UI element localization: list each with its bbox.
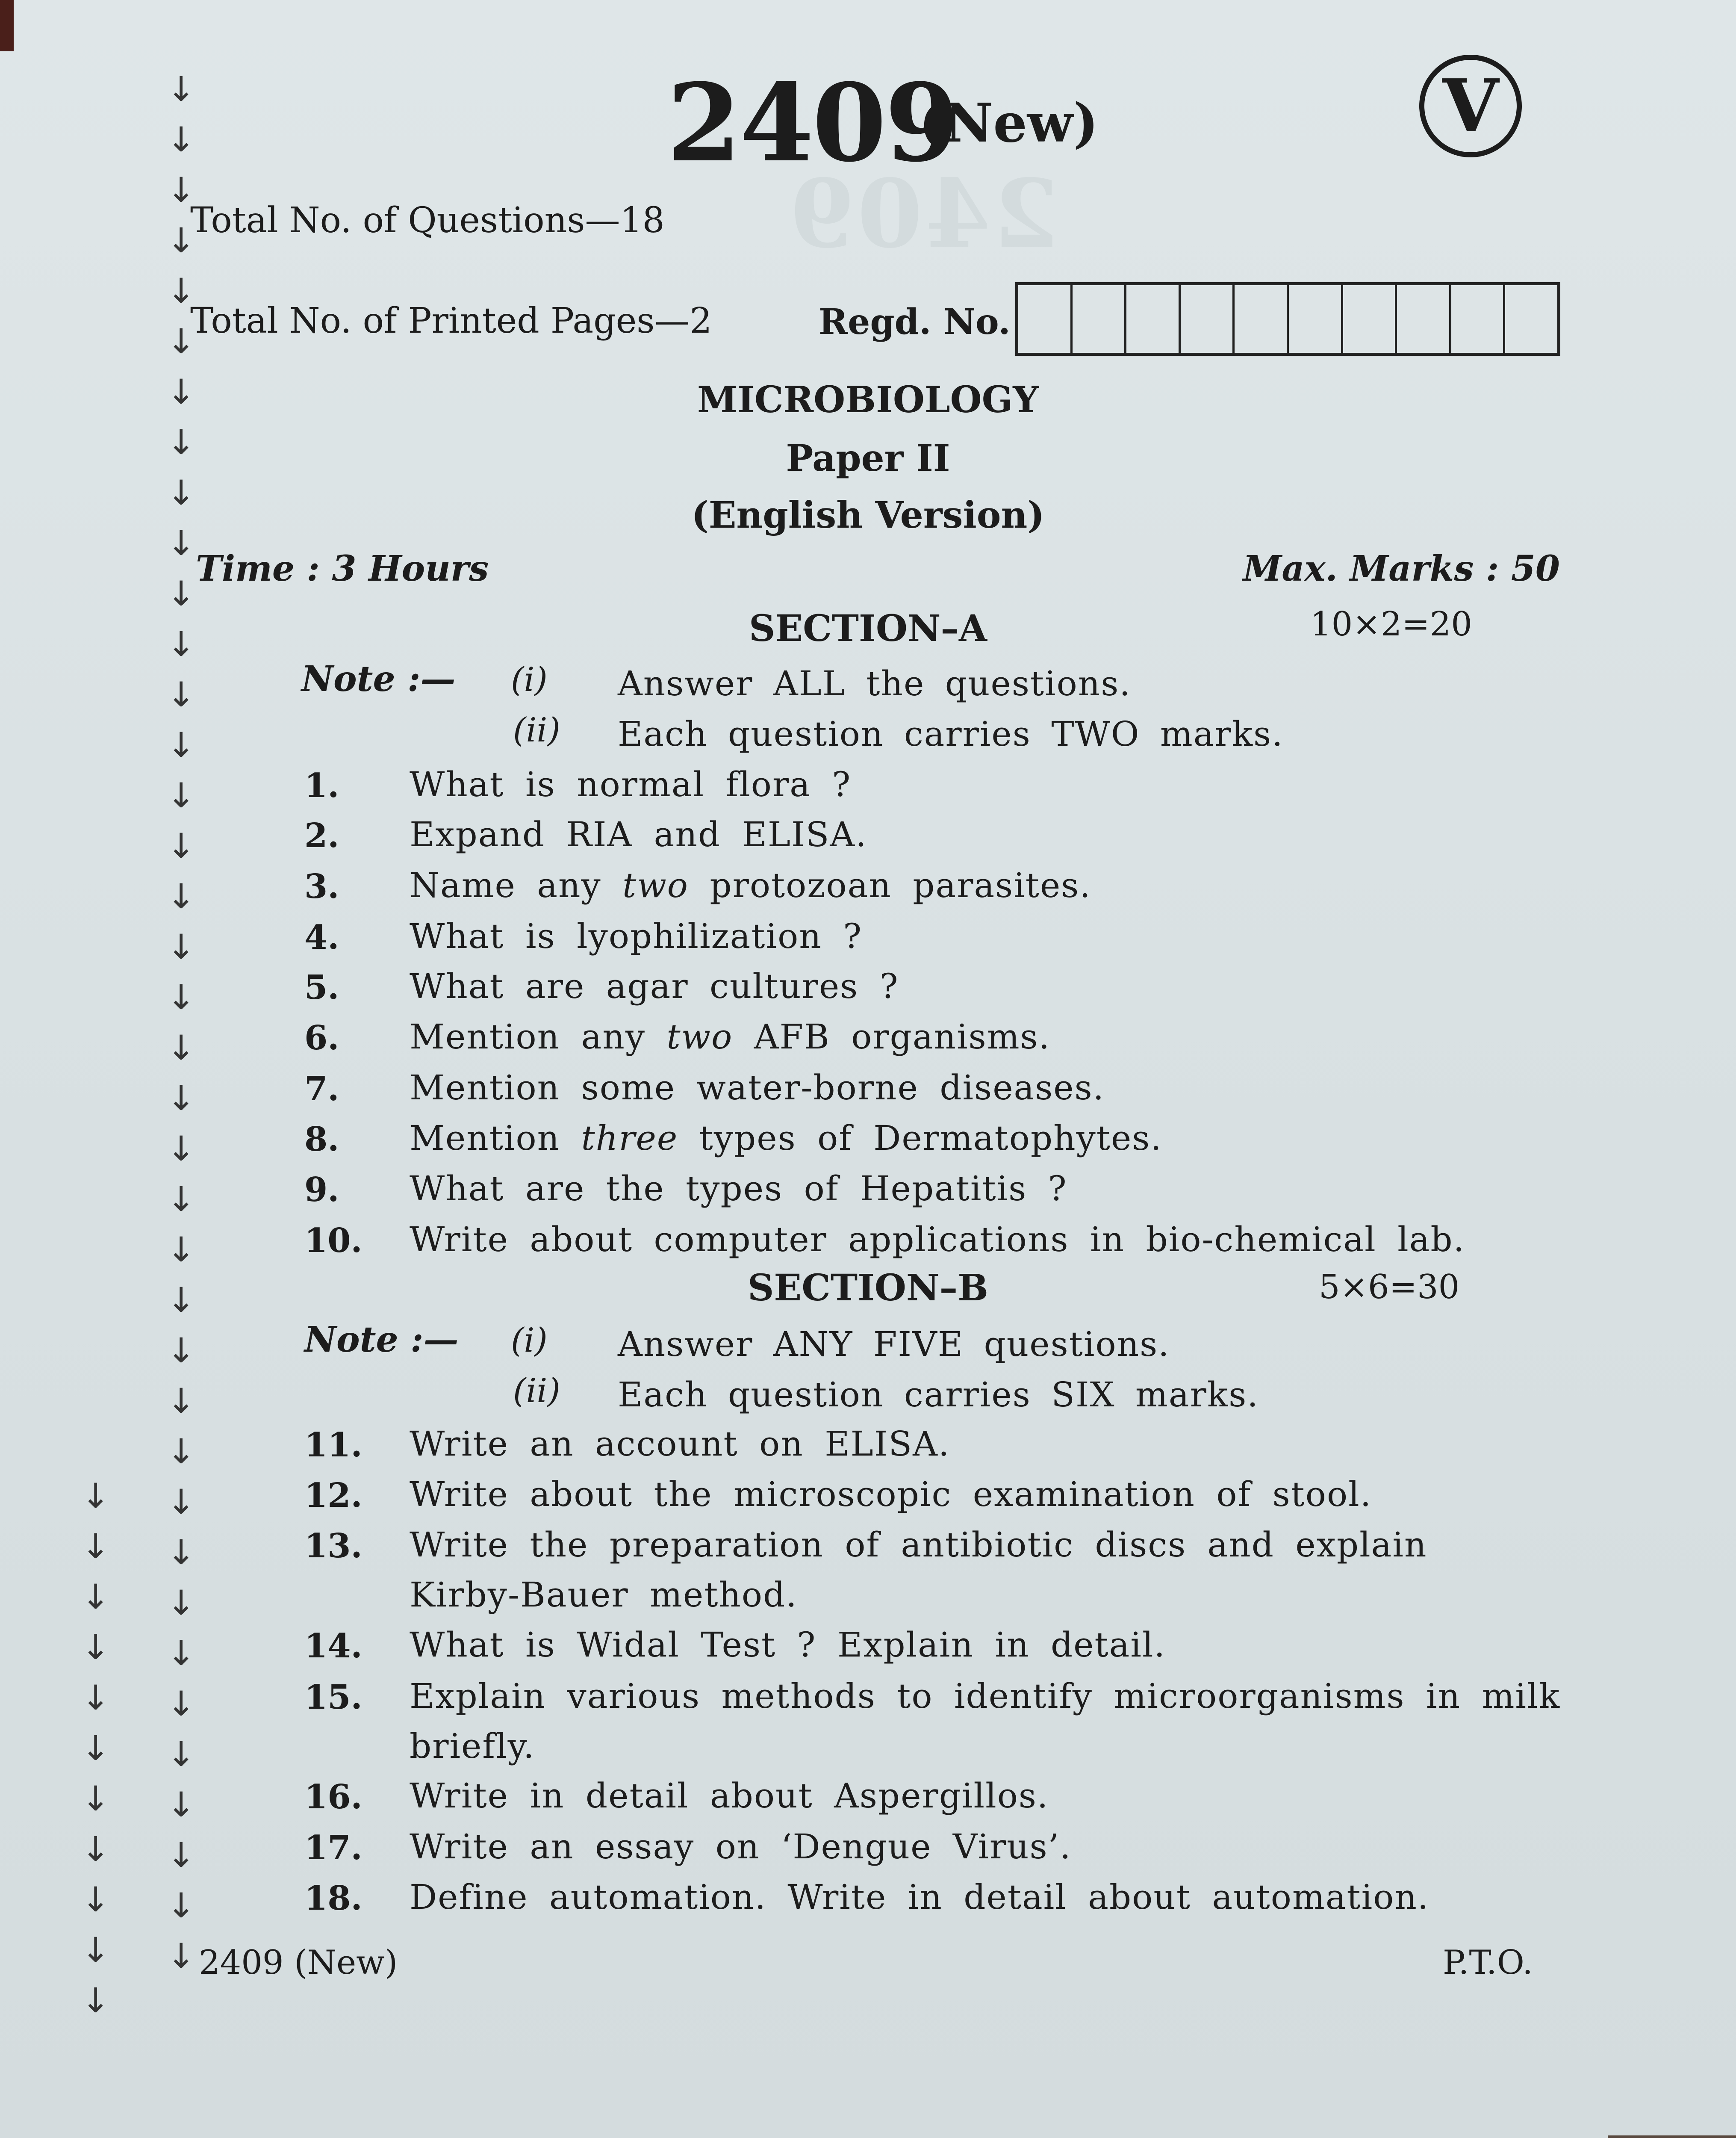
- regd-no-cell[interactable]: [1451, 285, 1506, 353]
- scan-edge-top-left: [0, 0, 14, 51]
- margin-arrow-icon: ↓: [167, 877, 196, 916]
- margin-arrow-icon: ↓: [167, 69, 196, 109]
- margin-arrow-icon: ↓: [167, 120, 196, 159]
- question-number: 6.: [304, 1019, 339, 1057]
- margin-arrow-icon: ↓: [167, 1432, 196, 1471]
- margin-arrow-icon: ↓: [167, 1129, 196, 1169]
- question-number: 9.: [304, 1170, 339, 1209]
- regd-no-label: Regd. No.: [819, 301, 1011, 343]
- regd-no-cell[interactable]: [1235, 285, 1289, 353]
- question-number: 18.: [304, 1879, 363, 1918]
- question-text: Kirby-Bauer method.: [410, 1575, 798, 1615]
- section-b-note-1: Answer ANY FIVE questions.: [618, 1324, 1170, 1364]
- margin-arrow-icon: ↓: [81, 1527, 110, 1566]
- question-text: Define automation. Write in detail about automation.: [410, 1877, 1429, 1917]
- margin-arrow-icon: ↓: [167, 372, 196, 412]
- section-a-note-label: Note :—: [301, 659, 456, 700]
- margin-arrow-icon: ↓: [167, 422, 196, 462]
- max-marks: Max. Marks : 50: [1243, 548, 1560, 589]
- question-number: 7.: [304, 1069, 339, 1108]
- section-b-note-2: Each question carries SIX marks.: [618, 1375, 1259, 1415]
- margin-arrow-icon: ↓: [167, 221, 196, 260]
- margin-arrow-icon: ↓: [167, 624, 196, 664]
- question-number: 2.: [304, 816, 339, 855]
- margin-arrow-icon: ↓: [81, 1981, 110, 2020]
- question-number: 10.: [304, 1221, 363, 1260]
- regd-no-boxes[interactable]: [1015, 282, 1560, 356]
- margin-arrow-icon: ↓: [167, 1179, 196, 1219]
- question-text: What is normal flora ?: [410, 765, 852, 804]
- version-label: (English Version): [691, 494, 1045, 537]
- margin-arrow-icon: ↓: [167, 1381, 196, 1421]
- margin-arrow-icon: ↓: [167, 1533, 196, 1572]
- version-badge: V: [1419, 55, 1522, 157]
- question-number: 11.: [304, 1426, 363, 1465]
- question-number: 13.: [304, 1527, 363, 1565]
- margin-arrow-icon: ↓: [81, 1779, 110, 1819]
- section-a-marks: 10×2=20: [1310, 605, 1472, 644]
- margin-arrow-icon: ↓: [167, 1230, 196, 1270]
- margin-arrow-icon: ↓: [81, 1880, 110, 1919]
- margin-arrow-icon: ↓: [167, 473, 196, 513]
- paper-code-suffix: (New): [919, 92, 1099, 154]
- question-text: Mention some water-borne diseases.: [410, 1068, 1105, 1107]
- regd-no-cell[interactable]: [1126, 285, 1181, 353]
- margin-arrow-icon: ↓: [167, 1482, 196, 1522]
- total-questions: Total No. of Questions—18: [190, 200, 665, 241]
- regd-no-cell[interactable]: [1073, 285, 1127, 353]
- question-number: 5.: [304, 968, 339, 1007]
- margin-arrow-icon: ↓: [81, 1930, 110, 1970]
- question-number: 8.: [304, 1120, 339, 1159]
- margin-arrow-icon: ↓: [167, 725, 196, 765]
- question-text: Explain various methods to identify microorganisms in milk: [410, 1676, 1561, 1716]
- question-text: Write the preparation of antibiotic discs and explain: [410, 1525, 1427, 1565]
- show-through-ghost-text: 2409: [787, 158, 1059, 269]
- total-pages: Total No. of Printed Pages—2: [190, 301, 712, 341]
- question-text: What is lyophilization ?: [410, 916, 863, 956]
- margin-arrow-icon: ↓: [167, 927, 196, 967]
- section-a-note-2-num: (ii): [513, 711, 560, 750]
- margin-arrow-icon: ↓: [167, 271, 196, 311]
- question-number: 17.: [304, 1828, 363, 1867]
- margin-arrow-icon: ↓: [167, 826, 196, 866]
- margin-arrow-icon: ↓: [81, 1678, 110, 1718]
- footer-code: 2409 (New): [199, 1943, 398, 1982]
- margin-arrow-icon: ↓: [81, 1627, 110, 1667]
- margin-arrow-icon: ↓: [167, 675, 196, 715]
- question-text: Write about computer applications in bio-chemical lab.: [410, 1220, 1465, 1259]
- regd-no-cell[interactable]: [1018, 285, 1073, 353]
- margin-arrow-icon: ↓: [167, 977, 196, 1017]
- section-b-marks: 5×6=30: [1319, 1268, 1460, 1306]
- margin-arrow-icon: ↓: [167, 1280, 196, 1320]
- question-text: Mention three types of Dermatophytes.: [410, 1118, 1162, 1158]
- question-number: 12.: [304, 1476, 363, 1515]
- margin-arrow-icon: ↓: [167, 1078, 196, 1118]
- question-text: Write an essay on ‘Dengue Virus’.: [410, 1827, 1072, 1866]
- section-a-note-2: Each question carries TWO marks.: [618, 714, 1284, 754]
- regd-no-cell[interactable]: [1505, 285, 1557, 353]
- regd-no-cell[interactable]: [1289, 285, 1343, 353]
- question-text: Expand RIA and ELISA.: [410, 815, 867, 854]
- paper-code: 2409: [667, 60, 958, 186]
- regd-no-cell[interactable]: [1343, 285, 1397, 353]
- section-b-note-2-num: (ii): [513, 1372, 560, 1410]
- margin-arrow-icon: ↓: [167, 1684, 196, 1724]
- question-text: Write an account on ELISA.: [410, 1424, 950, 1464]
- margin-arrow-icon: ↓: [167, 1734, 196, 1774]
- question-number: 14.: [304, 1627, 363, 1666]
- margin-arrow-column: [167, 64, 196, 1981]
- margin-arrow-icon: ↓: [167, 1936, 196, 1976]
- subject-title: MICROBIOLOGY: [697, 378, 1039, 421]
- question-number: 3.: [304, 867, 339, 906]
- margin-arrow-icon: ↓: [167, 1583, 196, 1623]
- exam-time: Time : 3 Hours: [196, 548, 489, 589]
- scan-edge-bottom-right: [1608, 2135, 1736, 2138]
- question-text: What is Widal Test ? Explain in detail.: [410, 1625, 1166, 1665]
- margin-arrow-icon: ↓: [167, 523, 196, 563]
- margin-arrow-icon: ↓: [167, 170, 196, 210]
- question-number: 1.: [304, 766, 339, 805]
- question-text: Write about the microscopic examination of stool.: [410, 1474, 1372, 1514]
- margin-arrow-icon: ↓: [167, 1785, 196, 1825]
- margin-arrow-column-outer: [81, 1471, 110, 2026]
- margin-arrow-icon: ↓: [167, 1028, 196, 1068]
- regd-no-cell[interactable]: [1181, 285, 1235, 353]
- question-number: 15.: [304, 1678, 363, 1717]
- question-text: What are the types of Hepatitis ?: [410, 1169, 1067, 1208]
- question-text: Name any two protozoan parasites.: [410, 865, 1091, 905]
- question-text: briefly.: [410, 1726, 535, 1766]
- question-text: What are agar cultures ?: [410, 966, 899, 1006]
- paper-number: Paper II: [786, 437, 950, 480]
- margin-arrow-icon: ↓: [167, 776, 196, 815]
- margin-arrow-icon: ↓: [81, 1577, 110, 1617]
- margin-arrow-icon: ↓: [167, 1886, 196, 1925]
- section-b-note-1-num: (i): [511, 1321, 548, 1360]
- margin-arrow-icon: ↓: [81, 1476, 110, 1516]
- margin-arrow-icon: ↓: [167, 1633, 196, 1673]
- section-b-note-label: Note :—: [304, 1319, 459, 1360]
- regd-no-cell[interactable]: [1397, 285, 1451, 353]
- question-text: Write in detail about Aspergillos.: [410, 1776, 1049, 1816]
- section-a-title: SECTION–A: [749, 607, 987, 650]
- section-a-note-1: Answer ALL the questions.: [618, 664, 1131, 703]
- section-b-title: SECTION–B: [748, 1267, 988, 1309]
- question-text: Mention any two AFB organisms.: [410, 1017, 1051, 1057]
- footer-pto: P.T.O.: [1443, 1943, 1533, 1982]
- margin-arrow-icon: ↓: [81, 1829, 110, 1869]
- margin-arrow-icon: ↓: [167, 322, 196, 361]
- question-number: 16.: [304, 1778, 363, 1816]
- margin-arrow-icon: ↓: [81, 1728, 110, 1768]
- margin-arrow-icon: ↓: [167, 1835, 196, 1875]
- margin-arrow-icon: ↓: [167, 1331, 196, 1370]
- margin-arrow-icon: ↓: [167, 574, 196, 614]
- section-a-note-1-num: (i): [511, 661, 548, 699]
- question-number: 4.: [304, 918, 339, 957]
